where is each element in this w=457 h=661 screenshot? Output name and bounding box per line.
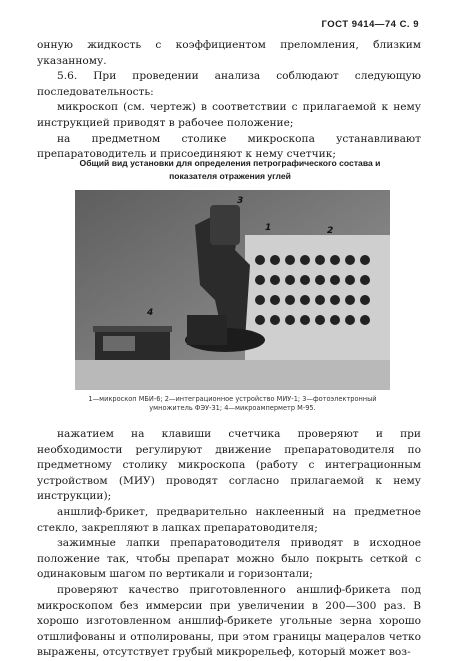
text-block-top <box>37 38 421 163</box>
paragraph: 5.6. При проведении анализа соблюдают следующую последовательность: <box>37 70 421 98</box>
paragraph: аншлиф-брикет, предварительно наклеенный на предметное стекло, закрепляют в лапках препаратоводителя; <box>37 505 421 534</box>
callout-3: 3 <box>237 196 244 206</box>
paragraph: на предметном столике микроскопа устанавливают препаратоводитель и присоединяют к нему счетчик; <box>37 132 421 161</box>
equipment-photo <box>75 190 390 390</box>
equipment-photo-illustration <box>75 190 390 390</box>
callout-2: 2 <box>327 226 334 236</box>
paragraph: онную жидкость с коэффициентом преломления, близким указанному. <box>37 39 421 67</box>
paragraph: микроскоп (см. чертеж) в соответствии с прилагаемой к нему инструкцией приводят в рабочее положение; <box>37 101 421 129</box>
callout-4: 4 <box>147 308 154 318</box>
paragraph: зажимные лапки препаратоводителя приводят в исходное положение так, чтобы препарат можно было покрыть сеткой с одинаковым шагом по вертикали и горизонтали; <box>37 537 421 581</box>
figure-title: Общий вид установки для определения петрографического состава и показателя отражения углей <box>79 158 381 181</box>
page-header: ГОСТ 9414—74 С. 9 <box>321 19 419 30</box>
callout-1: 1 <box>265 223 272 233</box>
text-block-bottom <box>37 427 421 661</box>
paragraph: проверяют качество приготовленного аншлиф-брикета под микроскопом без иммерсии при увеличении в 200—300 раз. В хорошо изготовленном аншлиф-брикете угольные зерна хорошо отшлифованы и отполированы, при этом границы мацералов четко выражены, отсутствует грубый микрорельеф, который может воз- <box>37 583 421 659</box>
figure-legend: 1—микроскоп МБИ-6; 2—интеграционное устройство МИУ-1; 3—фотоэлектронный умножитель ФЭУ-31; 4—микроамперметр М-95. <box>88 395 377 412</box>
paragraph: нажатием на клавиши счетчика проверяют и при необходимости регулируют движение препаратоводителя по предметному столику микроскопа (работу с интеграционным устройством (МИУ) проводят согласно прилагаемой к нему инструкции); <box>37 428 421 503</box>
